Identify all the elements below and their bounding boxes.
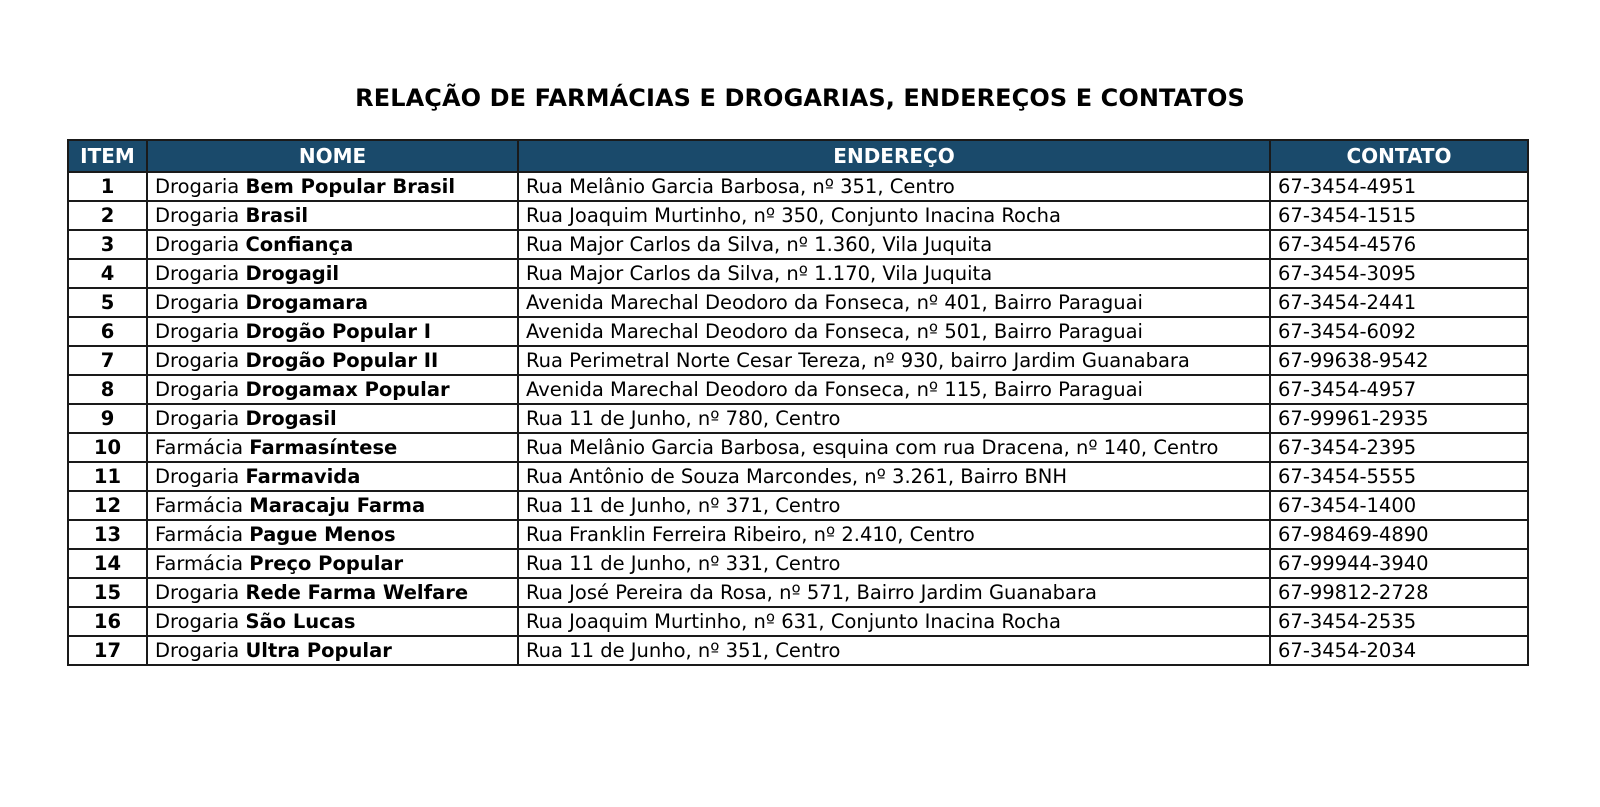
cell-item: 15 (68, 578, 147, 607)
name-strong: Maracaju Farma (249, 494, 426, 517)
cell-item: 3 (68, 230, 147, 259)
cell-endereco: Rua Melânio Garcia Barbosa, esquina com rua Dracena, nº 140, Centro (518, 433, 1270, 462)
table-row (68, 578, 1528, 607)
name-prefix: Drogaria (155, 262, 240, 285)
table-row (68, 201, 1528, 230)
name-strong: Drogamax Popular (245, 378, 450, 401)
name-strong: São Lucas (245, 610, 356, 633)
name-strong: Ultra Popular (245, 639, 392, 662)
name-prefix: Farmácia (155, 552, 244, 575)
table-row (68, 404, 1528, 433)
header-item: ITEM (68, 140, 147, 172)
table-row (68, 433, 1528, 462)
cell-contato: 67-3454-1400 (1270, 491, 1528, 520)
name-strong: Drogão Popular II (245, 349, 439, 372)
cell-nome (147, 636, 518, 665)
cell-item: 10 (68, 433, 147, 462)
cell-item: 5 (68, 288, 147, 317)
name-strong: Brasil (245, 204, 309, 227)
table-row (68, 172, 1528, 201)
table-row (68, 520, 1528, 549)
cell-item: 12 (68, 491, 147, 520)
name-strong: Preço Popular (249, 552, 404, 575)
name-prefix: Drogaria (155, 320, 240, 343)
name-strong: Drogão Popular I (245, 320, 431, 343)
cell-nome (147, 230, 518, 259)
pharmacy-table (67, 139, 1529, 666)
cell-endereco: Rua Joaquim Murtinho, nº 631, Conjunto Inacina Rocha (518, 607, 1270, 636)
table-row (68, 636, 1528, 665)
name-prefix: Drogaria (155, 349, 240, 372)
cell-contato: 67-98469-4890 (1270, 520, 1528, 549)
cell-item: 9 (68, 404, 147, 433)
cell-contato: 67-99944-3940 (1270, 549, 1528, 578)
cell-contato: 67-3454-6092 (1270, 317, 1528, 346)
name-prefix: Farmácia (155, 436, 244, 459)
name-prefix: Drogaria (155, 581, 240, 604)
page-title: RELAÇÃO DE FARMÁCIAS E DROGARIAS, ENDEREÇOS E CONTATOS (355, 84, 1245, 112)
cell-nome (147, 607, 518, 636)
cell-nome (147, 520, 518, 549)
cell-endereco: Rua 11 de Junho, nº 331, Centro (518, 549, 1270, 578)
cell-endereco: Rua 11 de Junho, nº 780, Centro (518, 404, 1270, 433)
cell-item: 6 (68, 317, 147, 346)
cell-item: 16 (68, 607, 147, 636)
cell-item: 14 (68, 549, 147, 578)
cell-nome (147, 288, 518, 317)
cell-contato: 67-3454-1515 (1270, 201, 1528, 230)
name-strong: Farmasíntese (249, 436, 398, 459)
name-strong: Pague Menos (249, 523, 396, 546)
cell-contato: 67-3454-5555 (1270, 462, 1528, 491)
header-endereco: ENDEREÇO (518, 140, 1270, 172)
name-strong: Drogamara (245, 291, 369, 314)
cell-contato: 67-3454-4951 (1270, 172, 1528, 201)
header-row (68, 140, 1528, 172)
cell-item: 4 (68, 259, 147, 288)
cell-nome (147, 375, 518, 404)
cell-contato: 67-3454-2395 (1270, 433, 1528, 462)
cell-nome (147, 259, 518, 288)
cell-contato: 67-3454-3095 (1270, 259, 1528, 288)
name-prefix: Farmácia (155, 494, 244, 517)
header-nome: NOME (147, 140, 518, 172)
name-strong: Rede Farma Welfare (245, 581, 469, 604)
cell-contato: 67-3454-4957 (1270, 375, 1528, 404)
name-prefix: Drogaria (155, 407, 240, 430)
cell-endereco: Rua José Pereira da Rosa, nº 571, Bairro Jardim Guanabara (518, 578, 1270, 607)
cell-nome (147, 462, 518, 491)
cell-endereco: Rua Major Carlos da Silva, nº 1.170, Vila Juquita (518, 259, 1270, 288)
cell-endereco: Rua Melânio Garcia Barbosa, nº 351, Centro (518, 172, 1270, 201)
name-strong: Bem Popular Brasil (245, 175, 456, 198)
cell-nome (147, 491, 518, 520)
name-prefix: Drogaria (155, 175, 240, 198)
table-row (68, 346, 1528, 375)
cell-nome (147, 404, 518, 433)
cell-endereco: Avenida Marechal Deodoro da Fonseca, nº 501, Bairro Paraguai (518, 317, 1270, 346)
table-row (68, 462, 1528, 491)
name-prefix: Drogaria (155, 204, 240, 227)
cell-contato: 67-99961-2935 (1270, 404, 1528, 433)
table-row (68, 288, 1528, 317)
cell-nome (147, 172, 518, 201)
table-body (68, 172, 1528, 665)
cell-endereco: Rua Major Carlos da Silva, nº 1.360, Vila Juquita (518, 230, 1270, 259)
cell-contato: 67-3454-2535 (1270, 607, 1528, 636)
cell-endereco: Rua 11 de Junho, nº 371, Centro (518, 491, 1270, 520)
cell-nome (147, 201, 518, 230)
name-prefix: Drogaria (155, 378, 240, 401)
cell-item: 11 (68, 462, 147, 491)
cell-nome (147, 549, 518, 578)
name-prefix: Drogaria (155, 233, 240, 256)
cell-item: 17 (68, 636, 147, 665)
cell-item: 7 (68, 346, 147, 375)
name-prefix: Drogaria (155, 610, 240, 633)
table-row (68, 375, 1528, 404)
name-strong: Drogasil (245, 407, 337, 430)
cell-endereco: Rua Antônio de Souza Marcondes, nº 3.261, Bairro BNH (518, 462, 1270, 491)
cell-contato: 67-3454-2034 (1270, 636, 1528, 665)
cell-nome (147, 578, 518, 607)
table-row (68, 491, 1528, 520)
cell-item: 2 (68, 201, 147, 230)
cell-contato: 67-99812-2728 (1270, 578, 1528, 607)
cell-nome (147, 317, 518, 346)
cell-nome (147, 346, 518, 375)
name-strong: Drogagil (245, 262, 340, 285)
name-prefix: Farmácia (155, 523, 244, 546)
table-row (68, 317, 1528, 346)
cell-endereco: Avenida Marechal Deodoro da Fonseca, nº 401, Bairro Paraguai (518, 288, 1270, 317)
table-row (68, 230, 1528, 259)
name-prefix: Drogaria (155, 465, 240, 488)
cell-contato: 67-3454-4576 (1270, 230, 1528, 259)
cell-item: 8 (68, 375, 147, 404)
cell-endereco: Rua Joaquim Murtinho, nº 350, Conjunto Inacina Rocha (518, 201, 1270, 230)
cell-endereco: Rua Franklin Ferreira Ribeiro, nº 2.410, Centro (518, 520, 1270, 549)
name-prefix: Drogaria (155, 291, 240, 314)
table-row (68, 549, 1528, 578)
cell-contato: 67-3454-2441 (1270, 288, 1528, 317)
table-row (68, 607, 1528, 636)
header-contato: CONTATO (1270, 140, 1528, 172)
name-strong: Confiança (245, 233, 354, 256)
cell-endereco: Avenida Marechal Deodoro da Fonseca, nº 115, Bairro Paraguai (518, 375, 1270, 404)
table-row (68, 259, 1528, 288)
cell-endereco: Rua 11 de Junho, nº 351, Centro (518, 636, 1270, 665)
cell-item: 1 (68, 172, 147, 201)
cell-endereco: Rua Perimetral Norte Cesar Tereza, nº 930, bairro Jardim Guanabara (518, 346, 1270, 375)
name-prefix: Drogaria (155, 639, 240, 662)
table-header (68, 140, 1528, 172)
cell-item: 13 (68, 520, 147, 549)
name-strong: Farmavida (245, 465, 361, 488)
cell-contato: 67-99638-9542 (1270, 346, 1528, 375)
cell-nome (147, 433, 518, 462)
